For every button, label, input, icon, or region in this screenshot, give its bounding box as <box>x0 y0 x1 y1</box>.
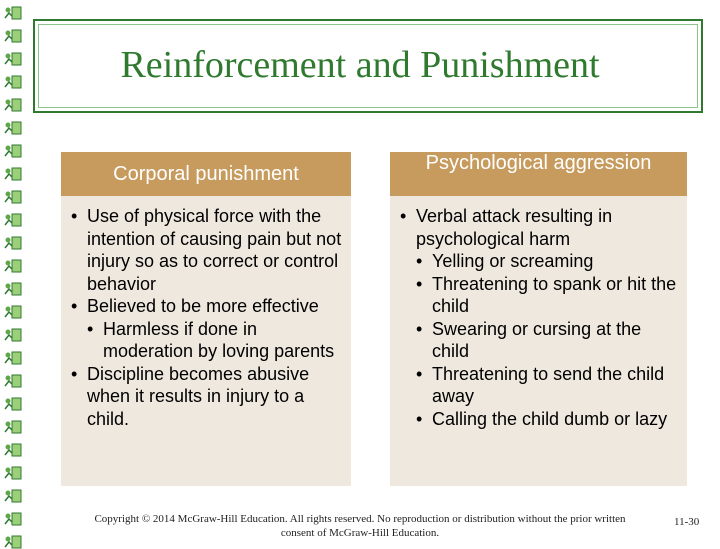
bullet-item: • Swearing or cursing at the child <box>394 318 681 363</box>
bullet-item: • Believed to be more effective <box>65 295 345 318</box>
pattern-icon <box>4 6 22 20</box>
pattern-icon <box>4 144 22 158</box>
bullet-item: • Discipline becomes abusive when it results in injury to a child. <box>65 363 345 431</box>
bullet-item: • Threatening to spank or hit the child <box>394 273 681 318</box>
bullet-item: • Harmless if done in moderation by loving parents <box>65 318 345 363</box>
left-column-header <box>61 152 351 196</box>
left-column-body <box>61 196 351 486</box>
right-bullet-list <box>394 205 681 430</box>
right-column-header <box>390 152 687 196</box>
pattern-icon <box>4 443 22 457</box>
right-column-body <box>390 196 687 486</box>
pattern-icon <box>4 282 22 296</box>
bullet-item: • Verbal attack resulting in psychological harm <box>394 205 681 250</box>
right-column-header-text: Psychological aggression <box>425 152 652 174</box>
left-bullet-list <box>65 205 345 430</box>
pattern-icon <box>4 121 22 135</box>
pattern-icon <box>4 512 22 526</box>
pattern-icon <box>4 535 22 549</box>
bullet-item: • Yelling or screaming <box>394 250 681 273</box>
left-column-header-text: Corporal punishment <box>113 163 299 185</box>
bullet-item: • Use of physical force with the intention of causing pain but not injury so as to correct or control behavior <box>65 205 345 295</box>
pattern-icon <box>4 351 22 365</box>
pattern-icon <box>4 29 22 43</box>
bullet-item: • Threatening to send the child away <box>394 363 681 408</box>
pattern-icon <box>4 420 22 434</box>
pattern-icon <box>4 259 22 273</box>
slide-title: Reinforcement and Punishment <box>120 44 600 86</box>
pattern-icon <box>4 190 22 204</box>
pattern-icon <box>4 397 22 411</box>
pattern-icon <box>4 167 22 181</box>
bullet-item: • Calling the child dumb or lazy <box>394 408 681 431</box>
pattern-icon <box>4 328 22 342</box>
pattern-icon <box>4 236 22 250</box>
page-number: 11-30 <box>674 516 700 528</box>
pattern-icon <box>4 305 22 319</box>
pattern-icon <box>4 489 22 503</box>
pattern-icon <box>4 374 22 388</box>
copyright-footer: Copyright © 2014 McGraw-Hill Education. All rights reserved. No reproduction or distribution without the prior written consent of McGraw-Hill Education. <box>94 513 626 539</box>
pattern-icon <box>4 466 22 480</box>
pattern-icon <box>4 98 22 112</box>
pattern-icon <box>4 213 22 227</box>
